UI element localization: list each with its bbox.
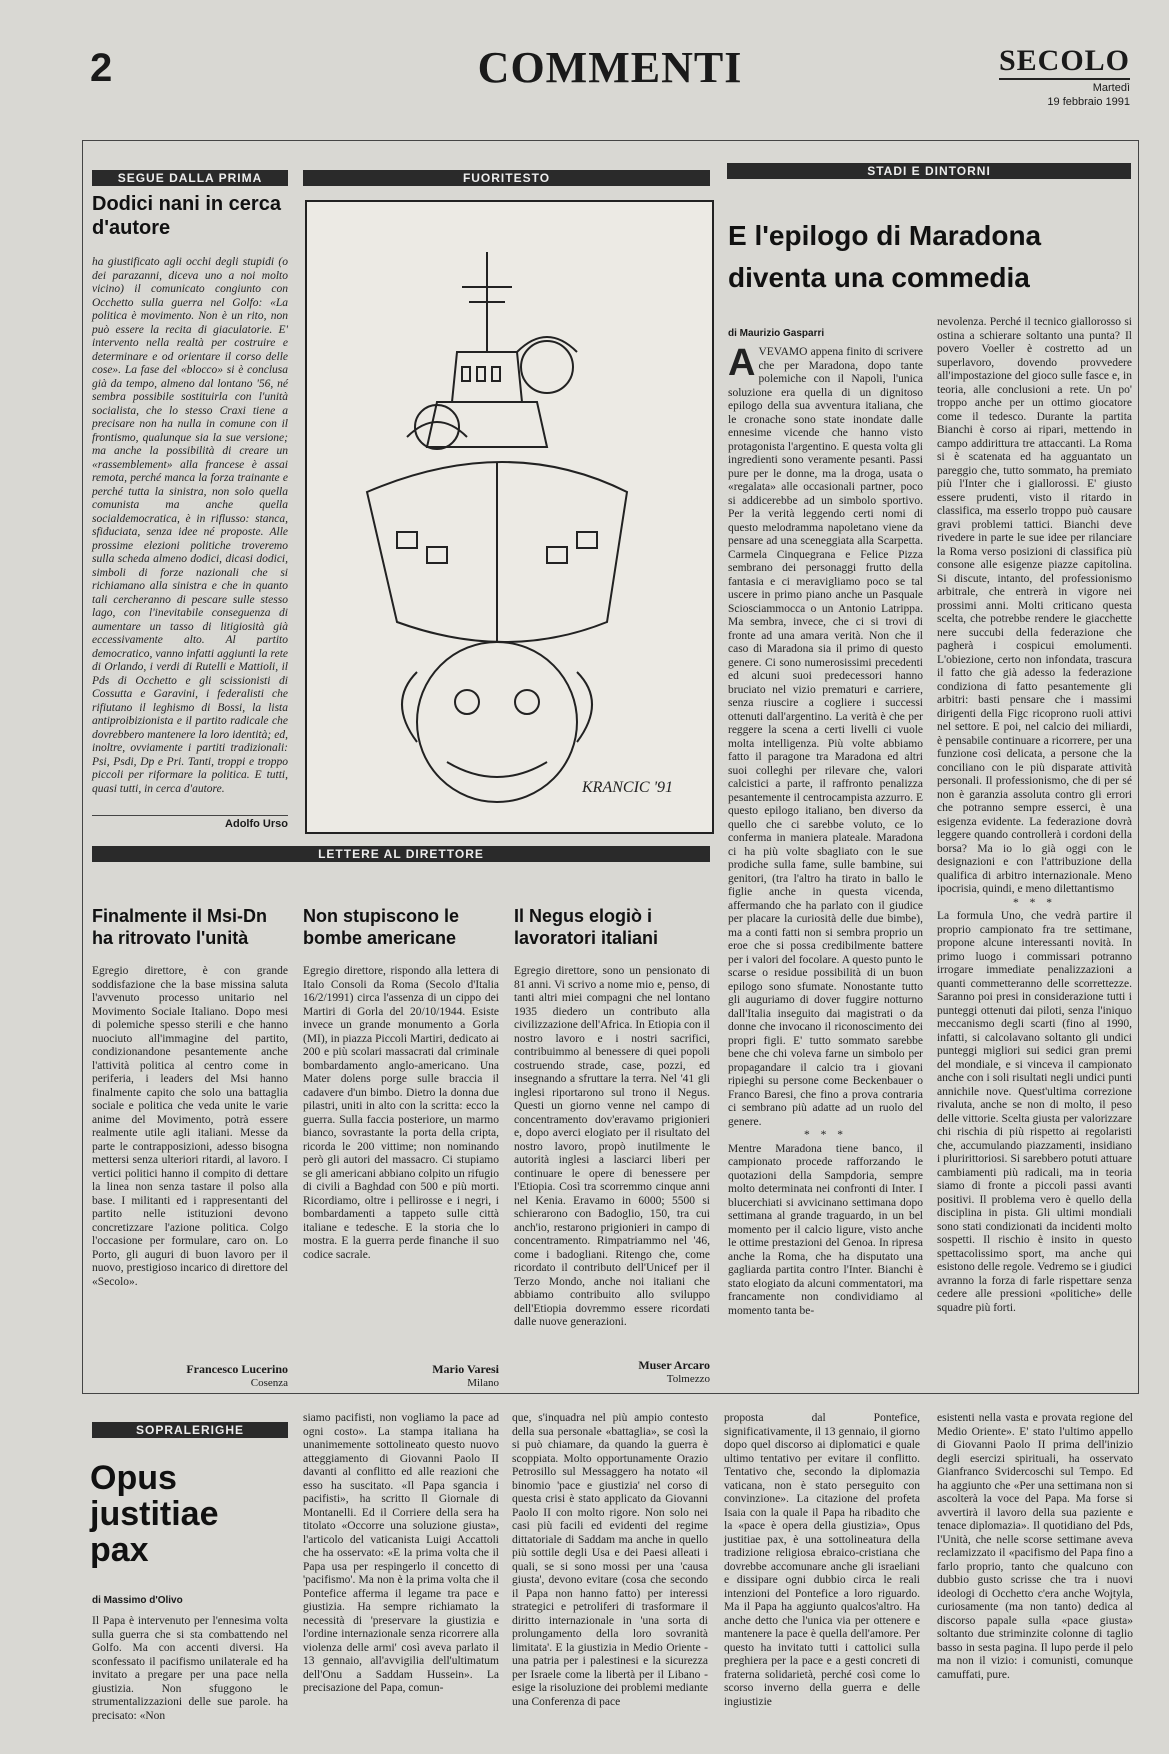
- stadi-col2b-text: La formula Uno, che vedrà partire il proprio campionato fra tre settimane, propone alcune interessanti novità. In primo luogo i commissari potranno irrogare immediate penalizzazioni a quanti commetteranno delle scorrettezze. Saranno poi presi in considerazione tutti i punteggi ottenuti dai piloti, senza l'iniquo meccanismo degli scarti (fino al 1990, infatti, si calcolavano soltanto gli undici punteggi migliori sui sedici gran premi del mondiale, e si vinceva il campionato anche con i soli risultati negli undici punti annichile nove. Quest'ultima correzione rivaluta, anche se non di molto, il peso delle vittorie. Scelta giusta per valorizzare chi rischia di più rispetto ai regolaristi che, accumulando piazzamenti, insidiano i pluririttoriosi. Si sarebbero potuti attuare cambiamenti più radicali, ma in teoria siamo di fronte a piccoli passi avanti positivi. Il problema vero è quello della disciplina in pista. Gli ultimi mondiali sono stati condizionati da incidenti molto sospetti. Il rischio è insito in questo spettacolissimo sport, ma anche qui esistono delle regole. Vedremo se i giudici avranno la forza di farle rispettare senza cedere alle pressioni «politiche» delle squadre più forti.: [937, 910, 1132, 1314]
- letter-1-author: Francesco Lucerino: [186, 1362, 288, 1376]
- issue-day: Martedì: [1092, 82, 1130, 94]
- stadi-col1-text: VEVAMO appena finito di scrivere che per Maradona, dopo tante polemiche con il Napoli, l'unica soluzione era quella di un dignitoso epilogo della sua avventura italiana, che le cronache sono state inondate dalle ennesime vicende che hanno visto protagonista l'argentino. E questa volta gli ingredienti sono veramente pesanti. Passi pure per le donne, ma la droga, usata o «regalata» alle occasionali partner, poco si addicerebbe ad un simbolo sportivo. Per la verità leggendo certi nomi di questo melodramma napoletano viene da pensare ad una sceneggiata alla Scarpetta. Carmela Cinquegrana e Felice Pizza sembrano dei personaggi frutto della fantasia e ci meravigliamo poco se tal uscere in primo piano anche un Pasquale Sciosciammocca o un Antonio Latrippa. Ma sembra, invece, che ci si trovi di fronte ad una amara verità. Non che il caso di Maradona sia il primo di questo genere. Ci sono numerosissimi precedenti ed alcuni suoi predecessori hanno bruciato nel vizio prematuri e carriere, senza riuscire a cogliere i successi ottenuti dall'argentino. La verità è che per reggere la scena a certi livelli ci vuole molta intelligenza. Più volte abbiamo fatto il paragone tra Maradona ed altri suoi colleghi per rilevare che, valori calcistici a parte, il raffronto penalizza pesantemente il centrocampista azzurro. E questo epilogo italiano, ben diverso da quello che ci sarebbe voluto, ce lo conferma in maniera plateale. Maradona ci ha più volte sbagliato con le sue prodiche sulla fame, sulle bambine, sui genitori, (tra l'altro ha tirato in ballo le figlie anche in questa vicenda, affermando che ha parlato con il giudice per placare la curiosità delle due bimbe), ma a conti fatti non si sembra proprio un eroe che si possa credibilmente battere per i valori del focolare. A questo punto le scarse o residue possibilità di un buon epilogo sono sfumate. Nonostante tutto gli auguriamo di dover fuggire notturno dall'Italia inseguito dai magistrati o da donne che invocano il riconoscimento dei propri figli. E' tutto sommato sarebbe bene che chi voleva farne un simbolo per propagandare il calcio tra i giovani ripieghi su persone come Beckenbauer o Franco Baresi, che fino a prova contraria ci sembrano più adatte ad un ruolo del genere.: [728, 346, 923, 1128]
- letter-2-author: Mario Varesi: [432, 1362, 499, 1376]
- stadi-col2-text: nevolenza. Perché il tecnico giallorosso si ostina a schierare soltanto una punta? Il povero Voeller è costretto ad un superlavoro, dovendo provvedere all'impostazione del gioco sulle fasce e, in teoria, alle conclusioni a rete. Un po' troppo anche per un ottimo giocatore come il tedesco. Durante la partita Bianchi è corso ai ripari, mettendo in campo addirittura tre attaccanti. La Roma si è scatenata ed ha agguantato un pareggio che, tutto sommato, ha premiato più l'Inter che i giallorossi. E' giusto essere prudenti, visto il ritardo in classifica, ma esserlo troppo può causare gravi problemi tattici. Bianchi deve rivedere in parte le sue idee per rilanciare la Roma verso posizioni di classifica più consone alle esigenze piazze capitolina. Si discute, intanto, del professionismo arbitrale, che entrerà in vigore nei prossimi anni. Molti criticano questa scelta, che potrebbe rendere le giacchette nere succubi della federazione che pagherà i cospicui emolumenti. L'obiezione, certo non infondata, trascura il fatto che già adesso la federazione condiziona di fatto pesantemente gli arbitri: basti pensare che i massimi dirigenti della Figc ricoprono ruoli attivi nel settore. E poi, nel calcio dei miliardi, è pensabile continuare a ricorrere, per una funzione così delicata, a persone che la conciliano con le più disparate attività personali. Il professionismo, che di per sé non è garanzia assoluta contro gli errori che potranno sempre esserci, è una esigenza evidente. La federazione dovrà leggere quando controllerà i cordoni della borsa? Ma io lo già oggi con le designazioni e con l'attribuzione della qualifica di arbitro internazionale. Meno ipocrisia, quindi, e meno dilettantismo: [937, 316, 1132, 895]
- letter-3-signature: [514, 1358, 710, 1385]
- letter-1-signature: [92, 1362, 288, 1389]
- cartoon-illustration: [305, 200, 714, 834]
- stadi-column-1: [728, 342, 923, 1317]
- sopralerighe-byline: di Massimo d'Olivo: [92, 1595, 183, 1606]
- letter-3-body: Egregio direttore, sono un pensionato di 81 anni. Vi scrivo a nome mio e, penso, di tanti altri miei compagni che nel lontano 1935 diedero un contributo alla civilizzazione dell'Africa. In Etiopia con il nostro lavoro e i nostri sacrifici, contribuimmo al benessere di quei popoli costruendo strade, case, pozzi, ed insegnando a sfruttare la terra. Nel '41 gli inglesi riportarono sul trono il Negus. Questi un giorno venne nel campo di concentramento dov'eravamo prigionieri e, dopo averci elogiato per il risultato del nostro lavoro, propò inutilmente le autorità inglesi a lasciarci liberi per continuare le opere di benessere per l'Etiopia. Così tra scorremmo cinque anni nel Kenia. Eravamo in 6000; 5500 si schierarono con Badoglio, 150, tra cui anch'io, restarono prigionieri in campo di concentramento. Rimpatriammo nel '46, come i badogliani. Ritengo che, come ricordato il contributo dell'Unicef per il Terzo Mondo, anche noi italiani che abbiamo contribuito allo sviluppo dell'Etiopia dovremmo essere ricordati dalle nuove generazioni.: [514, 965, 710, 1328]
- stadi-col1b-text: Mentre Maradona tiene banco, il campionato procede rafforzando le quotazioni della Sampdoria, sempre molto determinata nei confronti di Inter. I blucerchiati si avvicinano settimana dopo settimana al grande traguardo, in un bel momento per il calcio ligure, visto anche le ottime prestazioni del Genoa. In ripresa anche la Roma, che ha disputato una gagliarda partita contro l'Inter. Bianchi è stato elogiato da alcuni commentatori, ma francamente non condividiamo al momento tanta be-: [728, 1142, 923, 1317]
- page-header: [80, 36, 1140, 111]
- letter-3-title: Il Negus elogiò i lavoratori italiani: [514, 906, 659, 948]
- cartoon-signature: KRANCIC '91: [582, 779, 673, 796]
- divider: [92, 815, 288, 816]
- ship-cartoon-drawing: [307, 202, 712, 832]
- sopralerighe-col-4: proposta dal Pontefice, significativamente, il 13 gennaio, il giorno dopo quel discorso ai diplomatici e quale ultimo tentativo per evitare il conflitto. Tentativo che, secondo la diplomazia vaticana, non è stato perseguito con convinzione». La citazione del profeta Isaia con la quale il Papa ha ribadito che la «pace è opera della giustizia», Opus justitiae pax, è una sottolineatura della tradizione religiosa ebraico-cristiana che dovrebbe accomunare anche gli israeliani e dissipare ogni dubbio circa le reali intenzioni del Pontefice a loro riguardo. Ma il Papa ha aggiunto qualcos'altro. Ha anche detto che l'unica via per ottenere e mantenere la pace è quella dell'amore. Per questo ha invitato tutti i cattolici sulla preghiera per la pace e a gesti concreti di fraterna solidarietà, perché così come lo scorso inverno della guerra e delle ingiustizie: [724, 1412, 920, 1708]
- letter-1-title: Finalmente il Msi-Dn ha ritrovato l'unità: [92, 906, 268, 948]
- tag-stadi-e-dintorni: STADI E DINTORNI: [727, 163, 1131, 179]
- sopralerighe-title: Opus justitiae pax: [90, 1459, 219, 1569]
- logo-name: SECOLO: [999, 44, 1130, 80]
- letter-2-city: Milano: [467, 1377, 499, 1389]
- section-title: COMMENTI: [477, 43, 743, 92]
- drop-cap: A: [728, 342, 756, 384]
- page-number: 2: [90, 46, 113, 90]
- stadi-article-title: E l'epilogo di Maradona diventa una commedia: [728, 220, 1042, 293]
- letter-1-city: Cosenza: [250, 1377, 288, 1389]
- section-break: * * *: [804, 1129, 847, 1141]
- letter-3-author: Muser Arcaro: [638, 1358, 710, 1372]
- stadi-column-2: [937, 316, 1132, 1314]
- left-article-title: Dodici nani in cerca d'autore: [92, 193, 281, 239]
- letter-3-city: Tolmezzo: [666, 1373, 710, 1385]
- sopralerighe-col-3: que, s'inquadra nel più ampio contesto della sua personale «battaglia», se così la si può chiamare, da quando la guerra è scoppiata. Molto opportunamente Orazio Petrosillo sul Messaggero ha notato «il binomio 'pace e giustizia' nel corso di questa crisi è stato applicato da Giovanni Paolo II con molto rigore. Non solo nei casi più facili ed evidenti del regime dittatoriale di Saddam ma anche in quello più sottile degli Usa e dei Paesi alleati i quali, se si sono mossi per una 'causa giusta', devono evitare (cosa che secondo il Papa non hanno fatto) per interessi strategici e petroliferi di trasformare il diritto internazionale in 'una sorta di prolungamento della loro sovranità limitata'. E la giustizia in Medio Oriente - una patria per i palestinesi e la sicurezza per Israele come la libertà per il Libano - esige la risoluzione dei problemi mediante una Conferenza di pace: [512, 1412, 708, 1708]
- left-article-body: ha giustificato agli occhi degli stupidi (o dei parazanni, diceva uno a noi molto vicino) il comunicato congiunto con Occhetto sulla guerra nel Golfo: «La politica è movimento. Non è un rito, non può essere la recita di giaculatorie. E' intervento nella realtà per costruire e determinare e od orientare il corso delle cose». La fase del «blocco» si è conclusa già da tempo, almeno dal lontano '56, né sembra possibile sostituirla con l'unità socialista, che lo stesso Craxi tiene a precisare non ha nulla in comune con il frontismo, qualunque sia la sue versione; ma anche la possibilità di creare un «rassemblement» alla francese è assai remota, perché manca la forza trainante e perché tutta la sinistra, non solo quella comunista ma anche quella socialdemocratica, è in riflusso: stanca, sfiduciata, senza idee né proposte. Alle prossime elezioni politiche troveremo sulla scheda almeno dodici, dicasi dodici, simboli di forze nazionali che si richiamano alla sinistra e che in quanto tali cercheranno di pescare sulle stesso lago, con l'inevitabile conseguenza di aumentare un tasso di litigiosità già eccessivamente alto. Al partito democratico, vanno infatti aggiunti la rete di Orlando, i verdi di Rutelli e Mattioli, il Pds di Occhetto e gli scissionisti di Cossutta e Garavini, i federalisti che rifiutano il leghismo di Bossi, la lista antiproibizionista e il partito radicale che dovrebbero mantenere la loro identità; ed, inoltre, ovviamente i partiti tradizionali: Psi, Psdi, Dp e Pri. Tanti, troppi e troppo piccoli per riformare la politica. E tutti, quasi tutti, in cerca d'autore.: [92, 256, 288, 795]
- sopralerighe-col-1: Il Papa è intervenuto per l'ennesima volta sulla guerra che si sta combattendo nel Golfo. Ma con accenti diversi. Ha sconfessato il pacifismo unilaterale ed ha invitato a pregare per una pace nella giustizia. Non sfuggono le strumentalizzazioni delle sue parole. ha precisato: «Non: [92, 1615, 288, 1722]
- letter-2-title: Non stupiscono le bombe americane: [303, 906, 460, 948]
- sopralerighe-col-5: esistenti nella vasta e provata regione del Medio Oriente». E' stato l'ultimo appello di Giovanni Paolo II prima dell'inizio degli esercizi spirituali, ha osservato Gianfranco Svidercoschi sul Tempo. Ed ha aggiunto che «Per una settimana non si ascolterà la voce del Papa. Ma forse si avvertirà il lavoro della sua paziente e tenace diplomazia». Il quotidiano del Pds, l'Unità, che nelle scorse settimane aveva reclamizzato il «pacifismo del Papa fino a farlo proprio, tanto che qualcuno con dubbio gusto scrisse che tra i nuovi ideologi di Occhetto c'era anche Wojtyla, curiosamente (ma non tanto) dedica al discorso papale sulla «pace giusta» soltanto due striminzite colonne di taglio basso in sesta pagina. Il lupo perde il pelo ma non il vizio: i comunisti, comunque camuffati, pure.: [937, 1412, 1133, 1681]
- letter-2-signature: [303, 1362, 499, 1389]
- section-break: * * *: [1013, 896, 1056, 909]
- letter-1-body: Egregio direttore, è con grande soddisfazione che la base missina saluta l'avvenuto processo unitario nel Movimento Sociale Italiano. Dopo mesi di polemiche spesso sterili e che hanno nuociuto all'immagine del partito, condizionandone pesantemente anche l'attività politica al centro come in periferia, i leaders del Msi hanno finalmente capito che solo una battaglia sociale e politica che veda unite le varie anime del Movimento, potrà essere realmente utile agli italiani. Messe da parte le contrapposizioni, adesso bisogna mettersi senza ulteriori ritardi, al lavoro. I vertici politici hanno il compito di dettare la linea non senza tastare il polso alla base. I militanti ed i rappresentanti del partito nelle istituzioni devono concretizzare l'azione politica. Colgo l'occasione per formulare, caro on. Lo Porto, gli auguri di buon lavoro per il nuovo, prestigioso incarico di direttore del «Secolo».: [92, 965, 288, 1288]
- letter-2-body: Egregio direttore, rispondo alla lettera di Italo Consoli da Roma (Secolo d'Italia 16/2/1991) circa l'assenza di un cippo dei Martiri di Gorla del 20/10/1944. Esiste invece un grande monumento a Gorla (MI), in piazza Piccoli Martiri, dedicato ai 200 e più scolari massacrati dal criminale bombardamento anglo-americano. Una Mater dolens porge sulle braccia il cadavere d'un bimbo. Dietro la donna due pilastri, uniti in alto con la scritta: ecco la guerra. Sulla faccia posteriore, un marmo bianco, sovrastante la porta della cripta, ricorda le 200 vittime; non nominando però gli autori del massacro. Ci stupiamo se gli americani abbiano colpito un rifugio di civili a Baghdad con 500 e più morti. Ricordiamo, oltre i pellirosse e i negri, i bombardamenti a tappeto sulle città italiane e tedesche. E la storia che lo mostra. E la guerra perde finanche il suo codice sacrale.: [303, 965, 499, 1261]
- tag-segue-dalla-prima: SEGUE DALLA PRIMA: [92, 170, 288, 186]
- newspaper-logo: [999, 44, 1130, 108]
- tag-fuoritesto: FUORITESTO: [303, 170, 710, 186]
- tag-lettere-al-direttore: LETTERE AL DIRETTORE: [92, 846, 710, 862]
- tag-sopralerighe: SOPRALERIGHE: [92, 1422, 288, 1438]
- sopralerighe-col-2: siamo pacifisti, non vogliamo la pace ad ogni costo». La stampa italiana ha unanimemente sottolineato questo nuovo atteggiamento di Giovanni Paolo II davanti al conflitto ed alle reazioni che esso ha suscitato. «Il Papa sgancia i pacifisti», ha scritto Il Giornale di Montanelli. Ed il Corriere della sera ha titolato «Occorre una soluzione giusta», l'articolo del vaticanista Luigi Accattoli che ha osservato: «E la prima volta che il Papa usa per respingerlo il concetto di 'pacifismo'. Ma non è la prima volta che il Pontefice afferma il legame tra pace e giustizia. Ha sempre richiamato la necessità di 'preservare la giustizia e l'ordine internazionale senza ricorrere alla violenza delle armi' così aveva parlato il 13 gennaio, all'avvigilia dell'ultimatum dell'Onu a Saddam Hussein». La precisazione del Papa, comun-: [303, 1412, 499, 1694]
- left-article-author: Adolfo Urso: [225, 818, 288, 830]
- stadi-byline: di Maurizio Gasparri: [728, 328, 825, 339]
- issue-date: 19 febbraio 1991: [1047, 96, 1130, 108]
